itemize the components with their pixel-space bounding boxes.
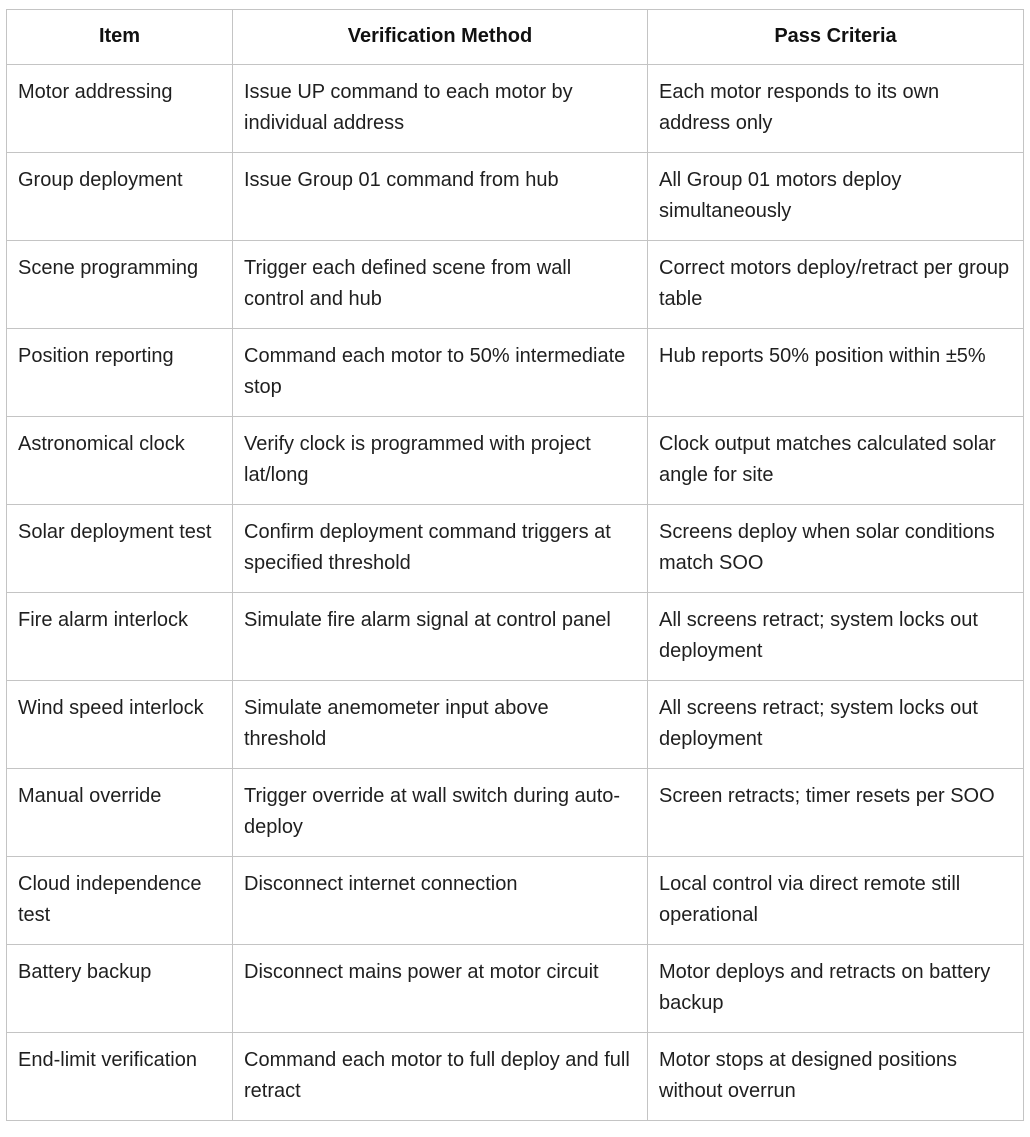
cell-item: Motor addressing [7,65,233,153]
table-row [7,945,1024,1033]
cell-verification-method: Trigger override at wall switch during auto-deploy [233,769,648,857]
table-row [7,329,1024,417]
cell-item: Position reporting [7,329,233,417]
cell-item: Scene programming [7,241,233,329]
cell-verification-method: Simulate anemometer input above threshold [233,681,648,769]
table-row [7,505,1024,593]
cell-pass-criteria: Motor stops at designed positions without overrun [648,1033,1024,1121]
header-row [7,10,1024,65]
table-row [7,153,1024,241]
header-item: Item [7,10,233,65]
cell-pass-criteria: Hub reports 50% position within ±5% [648,329,1024,417]
cell-verification-method: Trigger each defined scene from wall control and hub [233,241,648,329]
cell-item: Fire alarm interlock [7,593,233,681]
cell-pass-criteria: Motor deploys and retracts on battery backup [648,945,1024,1033]
cell-pass-criteria: Clock output matches calculated solar angle for site [648,417,1024,505]
cell-verification-method: Simulate fire alarm signal at control panel [233,593,648,681]
cell-verification-method: Verify clock is programmed with project lat/long [233,417,648,505]
cell-verification-method: Command each motor to full deploy and full retract [233,1033,648,1121]
cell-pass-criteria: All screens retract; system locks out deployment [648,681,1024,769]
cell-verification-method: Issue UP command to each motor by individual address [233,65,648,153]
cell-pass-criteria: Screens deploy when solar conditions match SOO [648,505,1024,593]
cell-verification-method: Command each motor to 50% intermediate stop [233,329,648,417]
cell-item: Manual override [7,769,233,857]
cell-pass-criteria: Each motor responds to its own address only [648,65,1024,153]
table-body [7,65,1024,1121]
cell-item: Battery backup [7,945,233,1033]
table-header [7,10,1024,65]
cell-item: Astronomical clock [7,417,233,505]
table-row [7,857,1024,945]
cell-item: Wind speed interlock [7,681,233,769]
cell-pass-criteria: All Group 01 motors deploy simultaneously [648,153,1024,241]
table-row [7,1033,1024,1121]
table-row [7,417,1024,505]
cell-item: Group deployment [7,153,233,241]
cell-item: Cloud independence test [7,857,233,945]
cell-verification-method: Disconnect internet connection [233,857,648,945]
cell-pass-criteria: Correct motors deploy/retract per group table [648,241,1024,329]
cell-verification-method: Disconnect mains power at motor circuit [233,945,648,1033]
verification-table [6,9,1024,1121]
table-row [7,769,1024,857]
header-pass-criteria: Pass Criteria [648,10,1024,65]
cell-pass-criteria: All screens retract; system locks out deployment [648,593,1024,681]
table-row [7,681,1024,769]
header-verification-method: Verification Method [233,10,648,65]
cell-item: End-limit verification [7,1033,233,1121]
table-row [7,65,1024,153]
cell-verification-method: Confirm deployment command triggers at specified threshold [233,505,648,593]
cell-pass-criteria: Screen retracts; timer resets per SOO [648,769,1024,857]
cell-verification-method: Issue Group 01 command from hub [233,153,648,241]
table-row [7,241,1024,329]
cell-item: Solar deployment test [7,505,233,593]
cell-pass-criteria: Local control via direct remote still operational [648,857,1024,945]
table-row [7,593,1024,681]
